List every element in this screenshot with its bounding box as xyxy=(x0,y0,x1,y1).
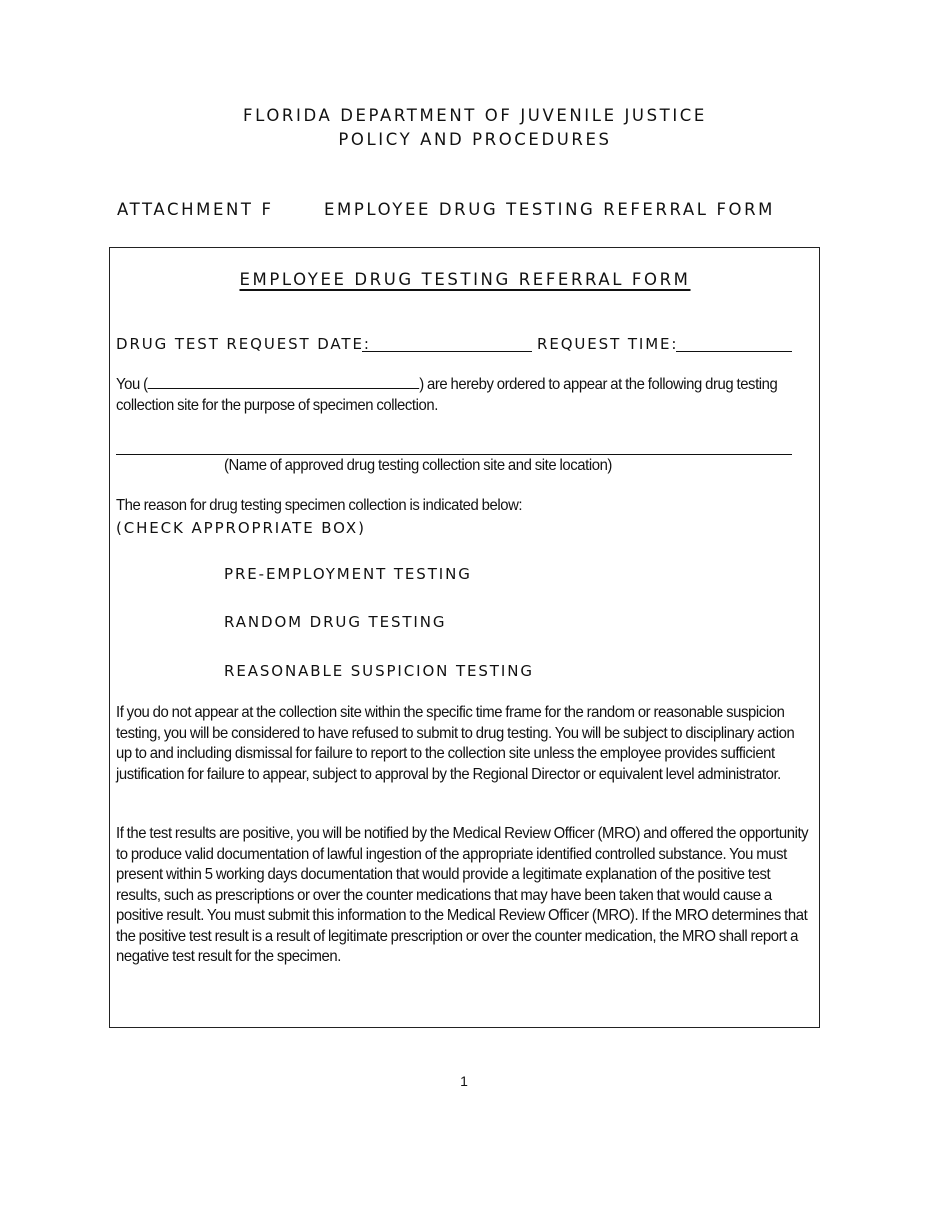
employee-name-field[interactable] xyxy=(148,374,420,389)
order-suffix: ) are hereby ordered to appear at the following drug testing collection site for the purpose of specimen collection. xyxy=(116,376,778,414)
request-time-label: REQUEST TIME: xyxy=(537,335,679,353)
failure-to-appear-paragraph: If you do not appear at the collection site within the specific time frame for the random or reasonable suspicion testing, you will be considered to have refused to submit to drug testing. You will be subject to disciplinary action up to and including dismissal for failure to report to the collection site unless the employee provides sufficient justification for failure to appear, subject to approval by the Regional Director or equivalent level administrator. xyxy=(116,704,795,783)
collection-site-field[interactable] xyxy=(116,454,792,455)
page-number: 1 xyxy=(460,1073,468,1089)
option-reasonable-suspicion[interactable]: REASONABLE SUSPICION TESTING xyxy=(224,662,534,680)
attachment-title: EMPLOYEE DRUG TESTING REFERRAL FORM xyxy=(324,200,776,219)
collection-site-caption: (Name of approved drug testing collection site and site location) xyxy=(224,457,612,474)
request-date-field[interactable] xyxy=(362,351,532,352)
form-title-text: EMPLOYEE DRUG TESTING REFERRAL FORM xyxy=(239,270,691,289)
check-box-instruction: (CHECK APPROPRIATE BOX) xyxy=(116,519,366,537)
attachment-label: ATTACHMENT F xyxy=(117,200,274,219)
option-pre-employment[interactable]: PRE-EMPLOYMENT TESTING xyxy=(224,565,472,583)
header-policy-title: POLICY AND PROCEDURES xyxy=(338,130,612,149)
option-random[interactable]: RANDOM DRUG TESTING xyxy=(224,613,447,631)
positive-results-paragraph: If the test results are positive, you will be notified by the Medical Review Officer (MRO) and offered the opportunity to produce valid documentation of lawful ingestion of the appropriate identified controlled substance. You must present within 5 working days documentation that would provide a legitimate explanation of the positive test results, such as prescriptions or over the counter medications that may have been taken that would cause a positive result. You must submit this information to the Medical Review Officer (MRO). If the MRO determines that the positive test result is a result of legitimate prescription or over the counter medication, the MRO shall report a negative test result for the specimen. xyxy=(116,825,809,965)
form-title xyxy=(0,270,930,289)
order-paragraph xyxy=(116,374,804,416)
request-date-label: DRUG TEST REQUEST DATE: xyxy=(116,335,371,353)
reason-instruction: The reason for drug testing specimen collection is indicated below: xyxy=(116,497,523,514)
header-agency-name: FLORIDA DEPARTMENT OF JUVENILE JUSTICE xyxy=(243,106,707,125)
request-time-field[interactable] xyxy=(676,351,792,352)
order-prefix: You ( xyxy=(116,376,148,393)
